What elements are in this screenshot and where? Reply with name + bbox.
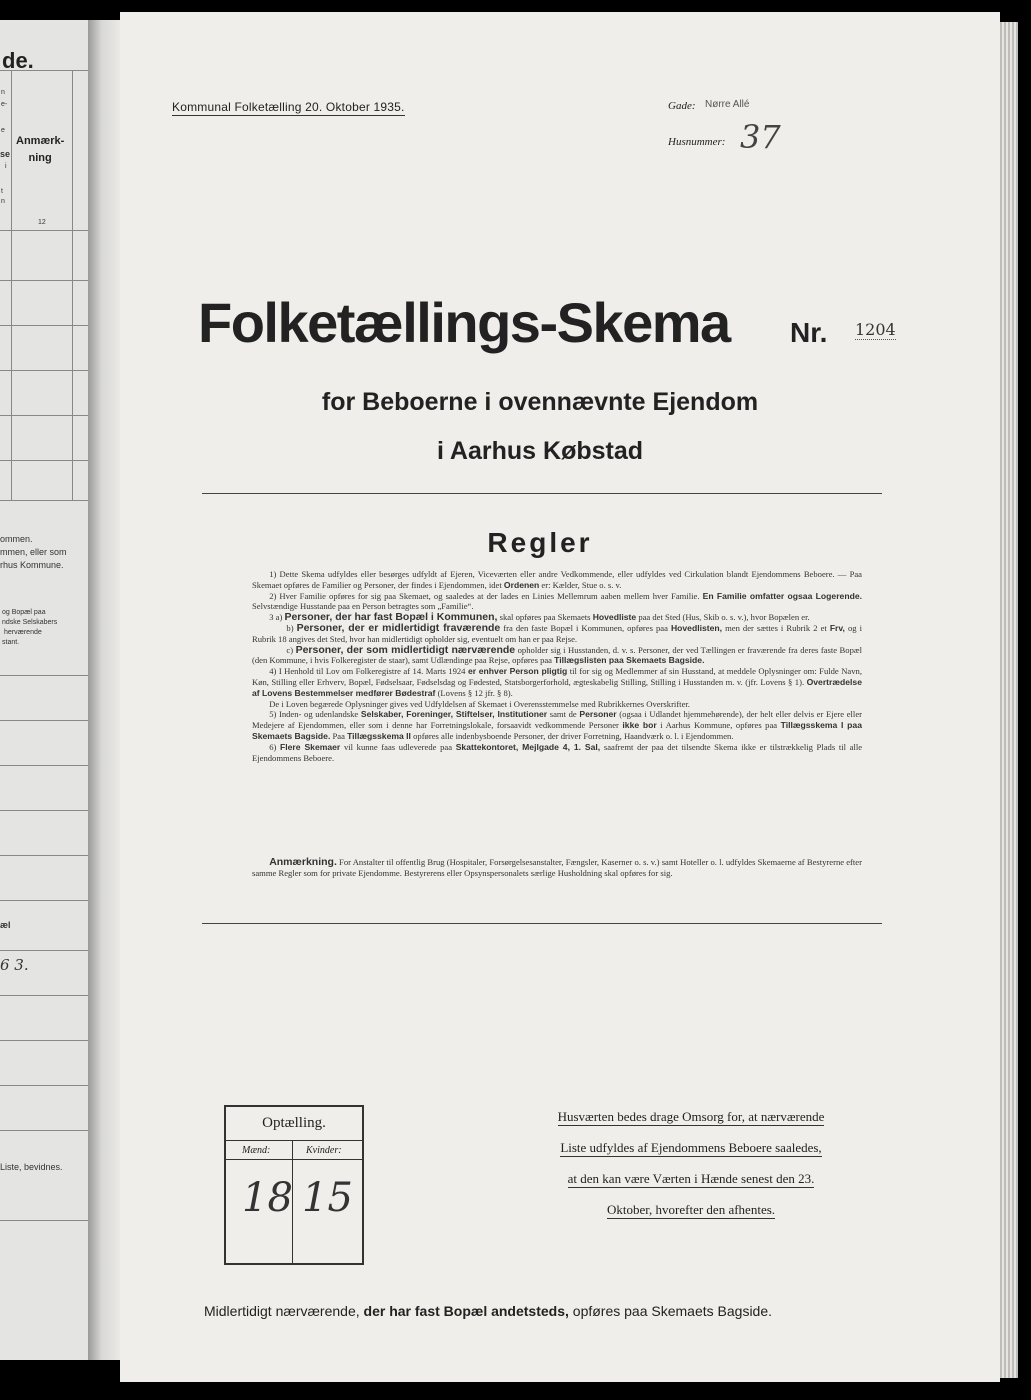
left-tiny-label: n (1, 198, 5, 205)
husnummer-label: Husnummer: (668, 136, 726, 148)
form-number-label: Nr. (790, 317, 828, 348)
husnummer-value: 37 (740, 118, 781, 156)
left-row-line (0, 720, 92, 721)
left-note: Liste, bevidnes. (0, 1162, 63, 1172)
book-gutter (88, 20, 122, 1360)
left-row-line (0, 460, 92, 461)
form-number-value: 1204 (855, 320, 896, 339)
left-tiny-label: t (1, 188, 3, 195)
left-row-line (0, 1130, 92, 1131)
left-rule-bottom (0, 500, 92, 501)
left-note: mmen, eller som (0, 547, 67, 557)
page-stack-edge (1000, 22, 1018, 1378)
left-note: og Bopæl paa (2, 609, 46, 616)
host-instructions (520, 1109, 862, 1233)
left-row-line (0, 765, 92, 766)
kvinder-value: 15 (302, 1175, 353, 1221)
rule-6: 6) Flere Skemaer vil kunne faas udleverede paa Skattekontoret, Mejlgade 4, 1. Sal, saafremt der paa det tilsendte Skema ikke er tilstrækkelig Plads til alle Ejendommens Beboere. (252, 741, 863, 763)
left-note: æl (0, 920, 11, 930)
census-header: Kommunal Folketælling 20. Oktober 1935. (172, 100, 405, 114)
left-note: ommen. (0, 534, 33, 544)
gade-value: Nørre Allé (705, 99, 750, 110)
left-rule-header (0, 230, 92, 231)
divider-bottom (202, 923, 882, 924)
host-line: Oktober, hvorefter den afhentes. (606, 1202, 776, 1217)
annotation-label: Anmærkning. (269, 856, 337, 868)
maend-label: Mænd: (242, 1145, 271, 1156)
footer-note: Midlertidigt nærværende, der har fast Bopæl andetsteds, opføres paa Skemaets Bagside. (204, 1303, 773, 1319)
left-page-header: de. (2, 48, 34, 73)
count-divider (226, 1140, 362, 1141)
host-line: Liste udfyldes af Ejendommens Beboere saaledes, (560, 1140, 822, 1155)
gade-label: Gade: (668, 100, 696, 112)
maend-value: 18 (242, 1175, 293, 1221)
left-row-line (0, 950, 92, 951)
left-row-line (0, 675, 92, 676)
host-line: at den kan være Værten i Hænde senest den 23. (567, 1171, 815, 1186)
rule-4b: De i Loven begærede Oplysninger gives ved Udfyldelsen af Skemaet i Overensstemmelse med Rubrikkernes Overskrifter. (269, 698, 690, 709)
left-tiny-label: n (1, 89, 5, 96)
left-note: stant. (2, 639, 20, 646)
left-row-line (0, 855, 92, 856)
left-tiny-label: e- (1, 101, 8, 108)
rule-5: 5) Inden- og udenlandske Selskaber, Foreninger, Stiftelser, Institutioner samt de Personer (ogsaa i Udlandet hjemmehørende), der helt eller delvis er Ejere eller Medejere af Ejendommen, eller som i denne har Forretningslokale, forsaavidt vedkommende Personer ikke bor i Aarhus Kommune, opføres paa Tillægsskema I paa Skemaets Bagside. Paa Tillægsskema II opføres alle indenbysboende Personer, der driver Forretning, Haandværk o. l. i Ejendommen. (252, 709, 862, 741)
left-note: herværende (4, 629, 42, 636)
left-column-divider-2 (72, 70, 73, 500)
left-column-divider-1 (11, 70, 12, 500)
left-row-line (0, 370, 92, 371)
count-label-divider (226, 1159, 362, 1160)
left-tiny-label: i (5, 163, 7, 170)
left-note: rhus Kommune. (0, 560, 64, 570)
left-handwritten-note: 6 3. (0, 956, 29, 974)
rule-1: 1) Dette Skema udfyldes eller besørges udfyldt af Ejeren, Viceværten eller andre Vedkommende, eller udfyldes ved Cirkulation blandt Ejendommens Beboere. — Paa Skemaet opføres de Familier og Personer, der findes i Ejendommen, idet Ordenen er: Kælder, Stue o. s. v. (252, 569, 862, 590)
rules-text (252, 569, 862, 763)
left-row-line (0, 325, 92, 326)
annotation-note (252, 857, 862, 879)
count-box (224, 1105, 364, 1265)
rule-3a: 3 a) Personer, der har fast Bopæl i Kommunen, skal opføres paa Skemaets Hovedliste paa det Sted (Hus, Skib o. s. v.), hvor Bopælen er. (269, 611, 810, 624)
rule-4: 4) I Henhold til Lov om Folkeregistre af 14. Marts 1924 er enhver Person pligtig til for sig og Medlemmer af sin Husstand, at meddele Oplysninger om: Fulde Navn, Køn, Stilling eller Erhverv, Bopæl, Fødselsaar, Fødselsdag og Fødested, Statsborgerforhold, ægteskabelig Stilling, Stilling i Husstanden m. v. (jfr. Lovens § 1). Overtrædelse af Lovens Bestemmelser medfører Bødestraf (Lovens § 12 jfr. § 8). (252, 666, 862, 698)
left-row-line (0, 415, 92, 416)
form-subtitle-2: i Aarhus Købstad (436, 437, 644, 465)
left-column-number: 12 (38, 219, 46, 226)
left-row-line (0, 1085, 92, 1086)
census-form-page (120, 12, 1000, 1382)
rule-2: 2) Hver Familie opføres for sig paa Skemaet, og saaledes at der lades en Linies Mellemrum aaben mellem hver Familie. En Familie omfatter ogsaa Logerende. Selvstændige Husstande paa en Person betragtes som „Familie“. (252, 590, 862, 612)
left-row-line (0, 280, 92, 281)
form-title: Folketællings-Skema (198, 291, 730, 354)
left-row-line (0, 1040, 92, 1041)
annotation-text: For Anstalter til offentlig Brug (Hospitaler, Forsørgelsesanstalter, Fængsler, Kaserner o. s. v.) samt Hoteller o. l. udfyldes Skemaerne af Bestyrerne efter samme Regler som for private Ejendomme. Bestyrerens eller Opsynspersonalets særlige Husholdning skal opføres for sig. (252, 857, 862, 878)
left-note: ndske Selskabers (2, 619, 58, 626)
left-row-line (0, 810, 92, 811)
divider-top (202, 493, 882, 494)
left-tiny-label: se (0, 149, 11, 159)
left-rule-top (0, 70, 92, 71)
left-page-fragment (0, 20, 92, 1360)
left-row-line (0, 1220, 92, 1221)
left-tiny-label: e (1, 127, 5, 134)
kvinder-label: Kvinder: (306, 1145, 342, 1156)
rules-heading: Regler (487, 527, 593, 558)
rule-3b: b) Personer, der er midlertidigt fraværende fra den faste Bopæl i Kommunen, opføres paa Hovedlisten, men der sættes i Rubrik 2 et Frv, og i Rubrik 18 angives det Sted, hvor han midlertidigt opholder sig, eventuelt om han er paa Rejse. (252, 621, 862, 644)
left-row-line (0, 900, 92, 901)
rule-3c: c) Personer, der som midlertidigt nærværende opholder sig i Husstanden, d. v. s. Personer, der ved Tællingen er fraværende fra deres faste Bopæl (den Kommune, i hvis Folkeregister de staar), samt Udlændinge paa Rejse, opføres paa Tillægslisten paa Skemaets Bagside. (252, 643, 862, 666)
left-row-line (0, 995, 92, 996)
host-line: Husværten bedes drage Omsorg for, at nærværende (557, 1109, 825, 1124)
count-title: Optælling. (262, 1115, 326, 1131)
left-column-label: Anmærk- ning (16, 135, 65, 164)
form-subtitle-1: for Beboerne i ovennævnte Ejendom (321, 388, 759, 416)
